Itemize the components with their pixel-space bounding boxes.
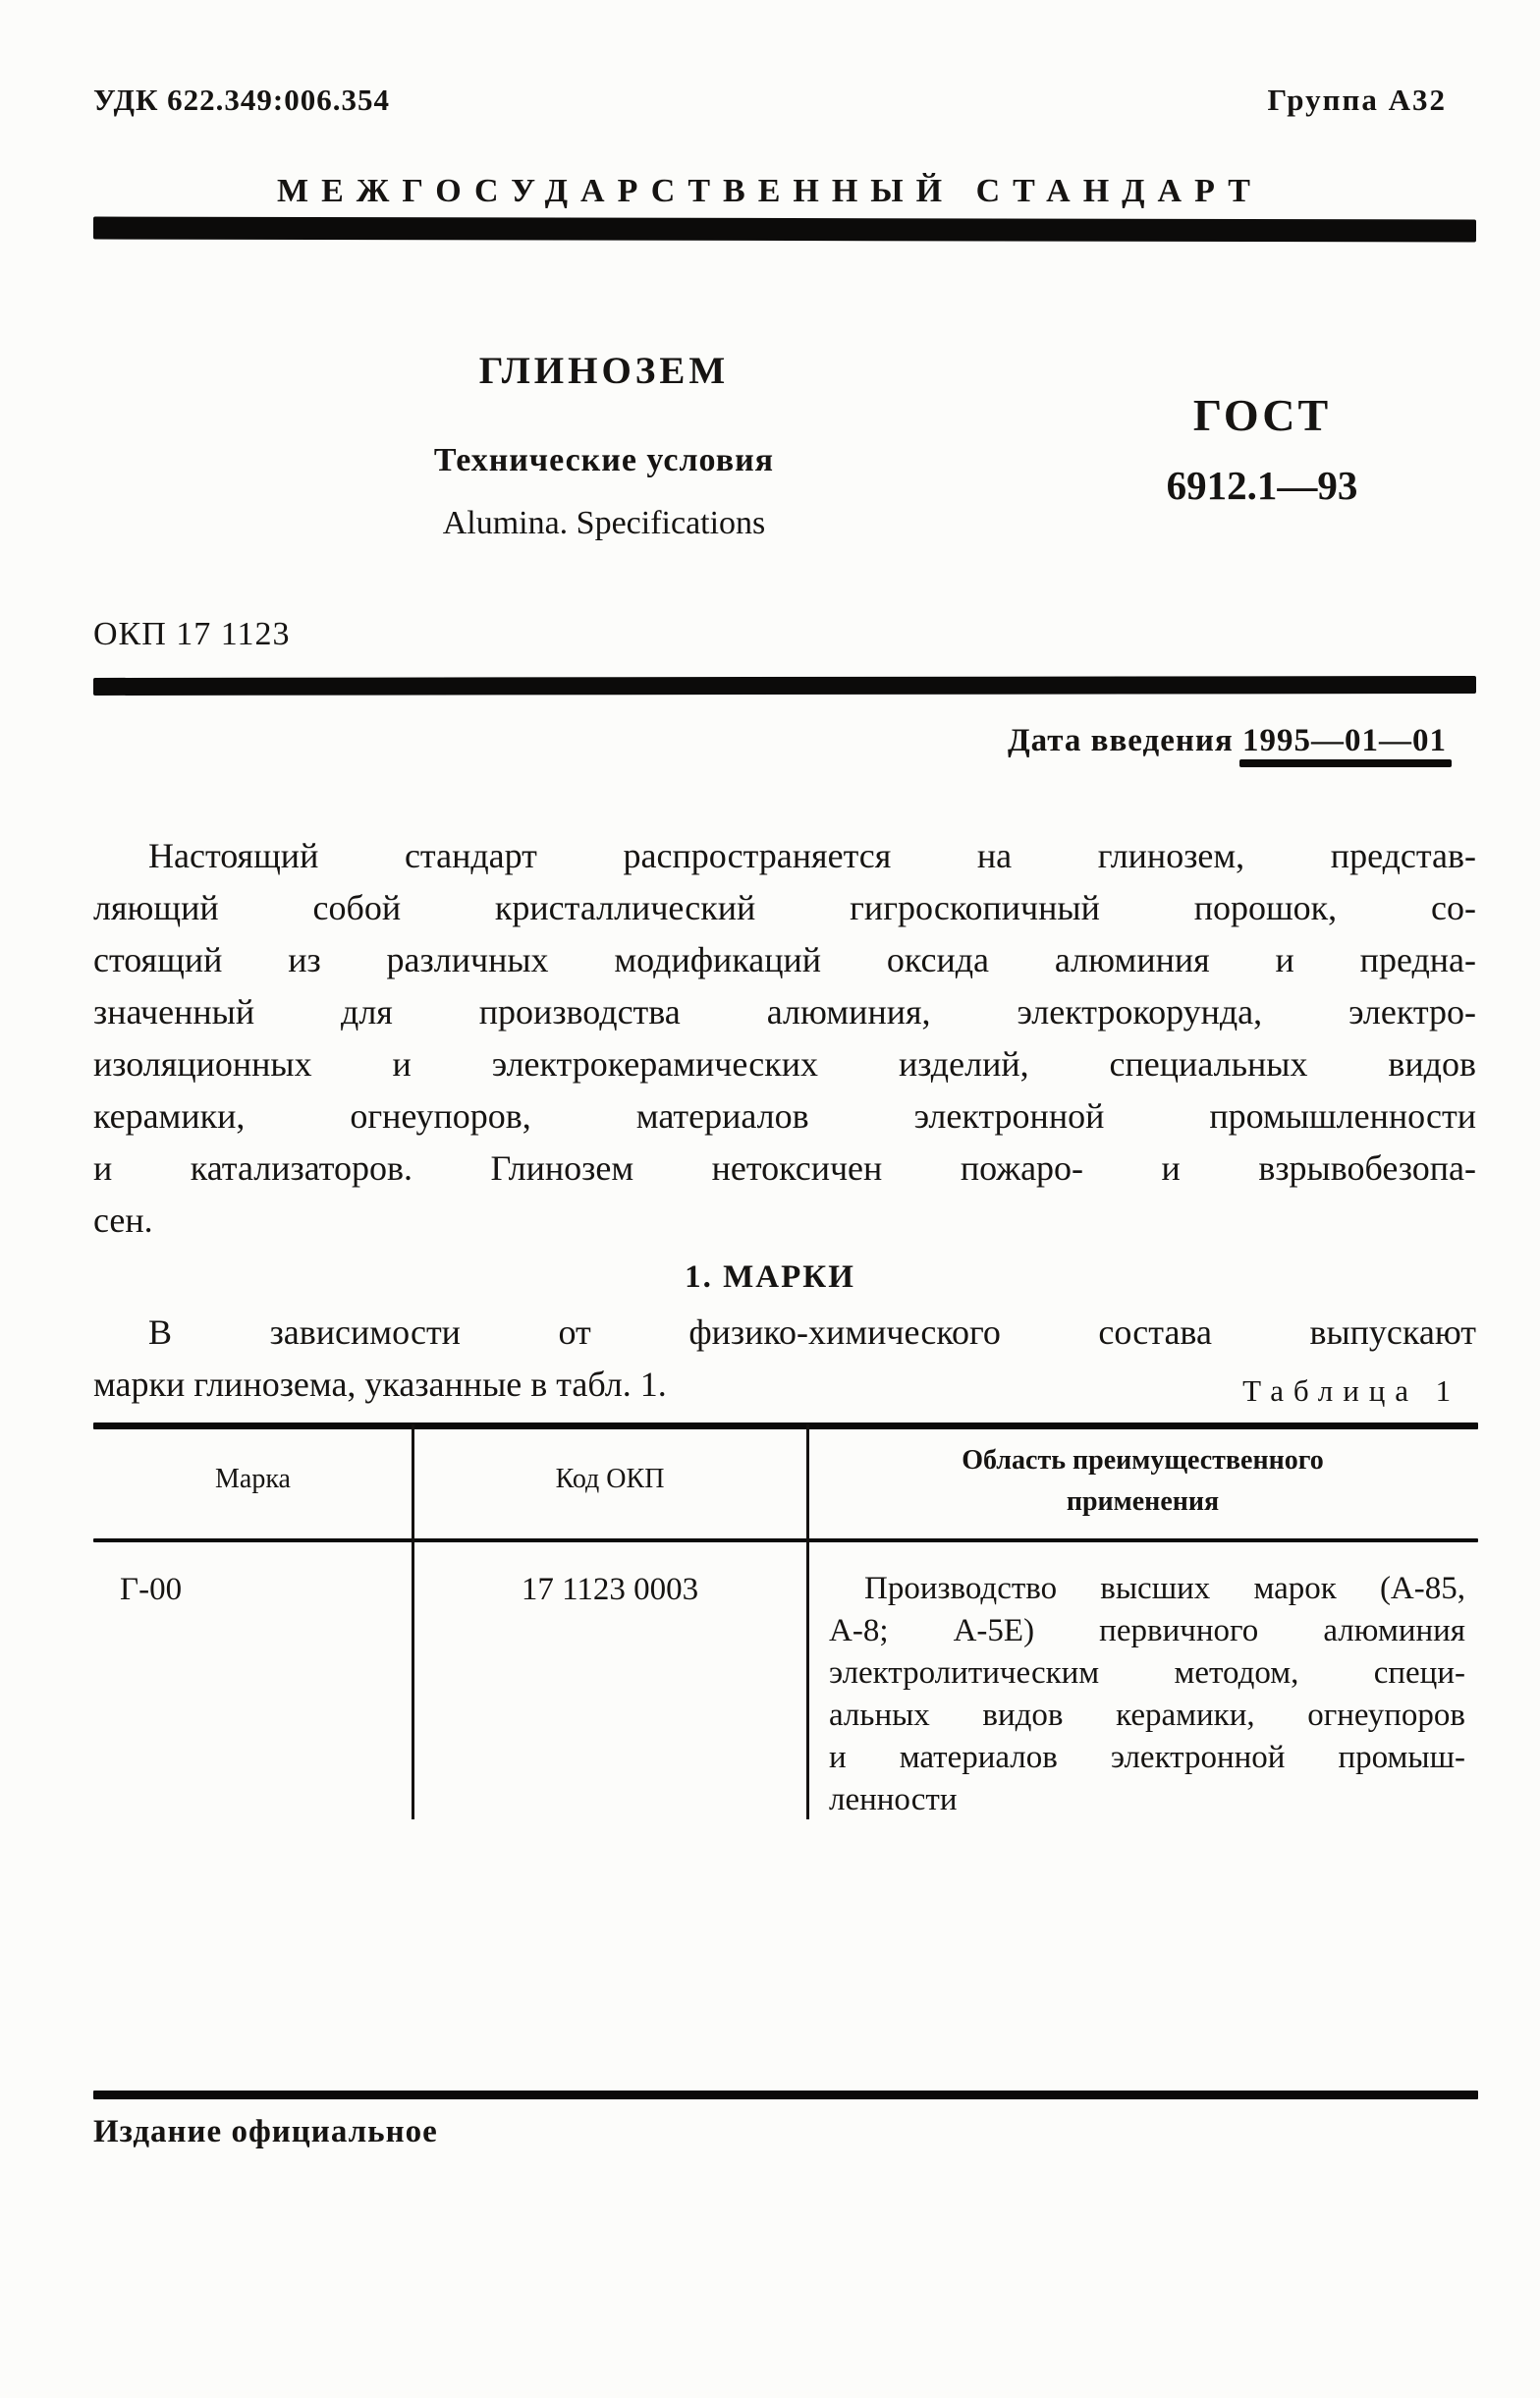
divider-bar-okp <box>93 676 1476 696</box>
application-line: Производство высших марок (А-85, <box>864 1571 1465 1606</box>
intro-line: сен. <box>93 1200 153 1240</box>
table-header-application-line: применения <box>1066 1486 1220 1517</box>
table-header-application <box>807 1440 1478 1523</box>
divider-bar-top <box>93 217 1476 243</box>
okp-code: ОКП 17 1123 <box>93 616 291 652</box>
section-1-line: В зависимости от физико-химического состава выпускают <box>148 1312 1476 1352</box>
section-1-heading: 1. МАРКИ <box>685 1259 855 1295</box>
intro-line: изоляционных и электрокерамических изделий, специальных видов <box>93 1044 1476 1084</box>
group-code: Группа А32 <box>1267 83 1447 117</box>
intro-line: керамики, огнеупоров, материалов электронной промышленности <box>93 1096 1476 1136</box>
application-line: электролитическим методом, специ- <box>829 1655 1465 1691</box>
document-subtitle-en: Alumina. Specifications <box>442 505 766 541</box>
intro-line: Настоящий стандарт распространяется на глинозем, представ- <box>148 836 1476 875</box>
intro-line: и катализаторов. Глинозем нетоксичен пожаро- и взрывобезопа- <box>93 1148 1476 1188</box>
table-row-application <box>829 1568 1465 1821</box>
table-1-caption: Таблица 1 <box>1242 1373 1460 1408</box>
table-header-okp-code: Код ОКП <box>555 1464 665 1494</box>
gost-number: 6912.1—93 <box>1166 463 1358 508</box>
application-line: альных видов керамики, огнеупоров <box>829 1698 1465 1733</box>
document-title: ГЛИНОЗЕМ <box>478 350 730 392</box>
application-line: А-8; А-5Е) первичного алюминия <box>829 1613 1465 1648</box>
document-top-row <box>93 83 1447 118</box>
application-line: и материалов электронной промыш- <box>829 1740 1465 1775</box>
intro-paragraph <box>93 830 1476 1247</box>
table-header-application-line: Область преимущественного <box>962 1445 1324 1476</box>
application-line: ленности <box>829 1782 958 1817</box>
standard-type-heading: МЕЖГОСУДАРСТВЕННЫЙ СТАНДАРТ <box>277 173 1263 209</box>
intro-line: ляющий собой кристаллический гигроскопичный порошок, со- <box>93 888 1476 927</box>
table-row-okp-code: 17 1123 0003 <box>521 1572 699 1607</box>
document-subtitle-ru: Технические условия <box>433 442 775 478</box>
effective-date: Дата введения 1995—01—01 <box>1007 723 1447 758</box>
table-top-rule <box>93 1422 1478 1429</box>
edition-note: Издание официальное <box>93 2114 438 2149</box>
intro-line: значенный для производства алюминия, электрокорунда, электро- <box>93 992 1476 1032</box>
table-row-marka: Г-00 <box>120 1572 183 1607</box>
table-header-rule <box>93 1538 1478 1542</box>
table-header-marka: Марка <box>215 1464 291 1494</box>
effective-date-underline <box>1239 759 1452 767</box>
footer-rule <box>93 2091 1478 2099</box>
section-1-line: марки глинозема, указанные в табл. 1. <box>93 1365 667 1404</box>
intro-line: стоящий из различных модификаций оксида алюминия и предна- <box>93 940 1476 979</box>
gost-label: ГОСТ <box>1192 390 1332 440</box>
udk-code: УДК 622.349:006.354 <box>93 83 390 117</box>
